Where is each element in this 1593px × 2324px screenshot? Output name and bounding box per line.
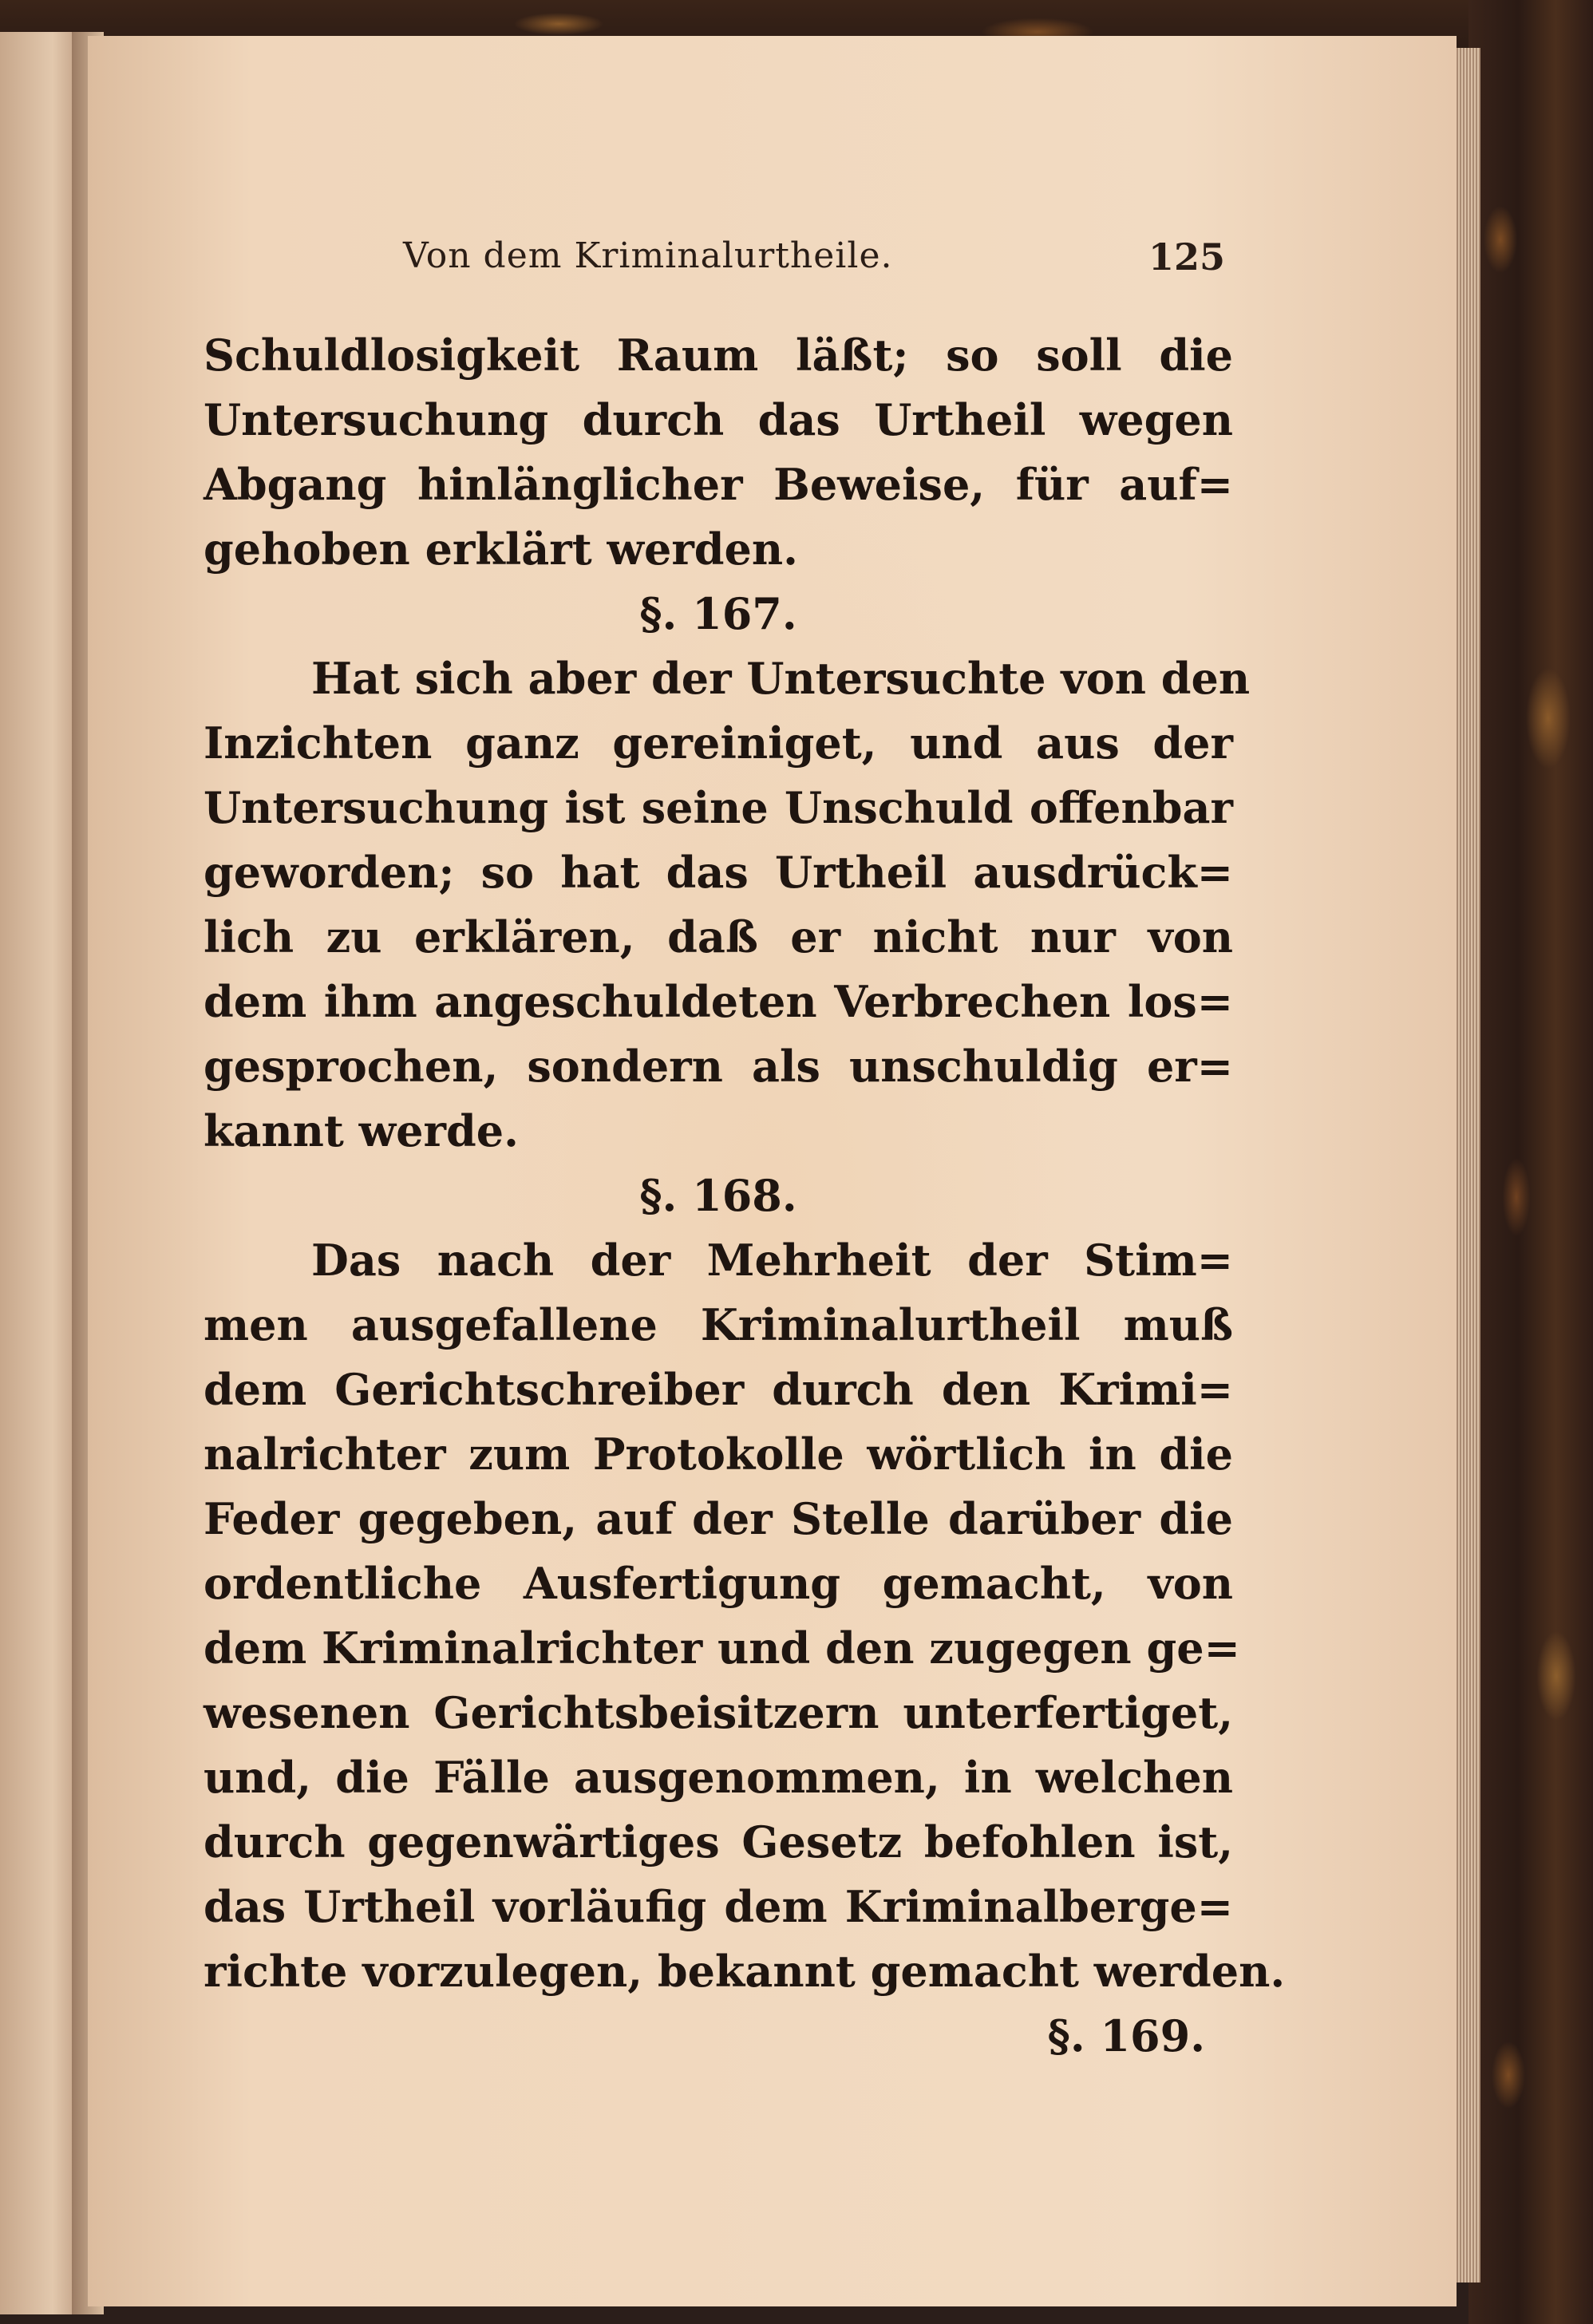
text-line: gehoben erklärt werden. (204, 524, 798, 575)
section-heading-168: §. 168. (639, 1170, 797, 1221)
text-line: gesprochen, sondern als unschuldig er= (204, 1041, 1233, 1092)
text-line: dem Kriminalrichter und den zugegen ge= (204, 1622, 1240, 1674)
text-line: das Urtheil vorläufig dem Kriminalberge= (204, 1881, 1233, 1932)
book-page (88, 36, 1457, 2306)
text-line: Das nach der Mehrheit der Stim= (311, 1235, 1233, 1286)
text-line: Untersuchung ist seine Unschuld offenbar (204, 782, 1233, 833)
text-line: men ausgefallene Kriminalurtheil muß (204, 1299, 1233, 1350)
text-line: durch gegenwärtiges Gesetz befohlen ist, (204, 1816, 1233, 1868)
page-number: 125 (1148, 235, 1225, 279)
book-cover-edge (1468, 0, 1593, 2324)
text-line: richte vorzulegen, bekannt gemacht werden. (204, 1946, 1286, 1997)
text-line: dem ihm angeschuldeten Verbrechen los= (204, 976, 1233, 1027)
section-heading-167: §. 167. (639, 588, 797, 639)
text-line: dem Gerichtschreiber durch den Krimi= (204, 1364, 1233, 1415)
text-line: Schuldlosigkeit Raum läßt; so soll die (204, 330, 1233, 381)
text-line: Hat sich aber der Untersuchte von den (311, 653, 1251, 704)
text-line: Untersuchung durch das Urtheil wegen (204, 394, 1233, 445)
text-line: Abgang hinlänglicher Beweise, für auf= (204, 459, 1233, 510)
running-title: Von dem Kriminalurtheile. (403, 235, 893, 276)
text-line: und, die Fälle ausgenommen, in welchen (204, 1752, 1233, 1803)
text-line: lich zu erklären, daß er nicht nur von (204, 911, 1233, 962)
text-line: kannt werde. (204, 1105, 519, 1156)
text-line: ordentliche Ausfertigung gemacht, von (204, 1558, 1233, 1609)
page-text (204, 323, 1286, 2069)
text-line: wesenen Gerichtsbeisitzern unterfertiget, (204, 1687, 1233, 1738)
text-line: Feder gegeben, auf der Stelle darüber die (204, 1493, 1233, 1544)
catchword: §. 169. (1047, 2010, 1205, 2061)
text-line: nalrichter zum Protokolle wörtlich in die (204, 1429, 1233, 1480)
page-header (403, 235, 1225, 291)
text-line: geworden; so hat das Urtheil ausdrück= (204, 847, 1233, 898)
text-line: Inzichten ganz gereiniget, und aus der (204, 717, 1233, 769)
